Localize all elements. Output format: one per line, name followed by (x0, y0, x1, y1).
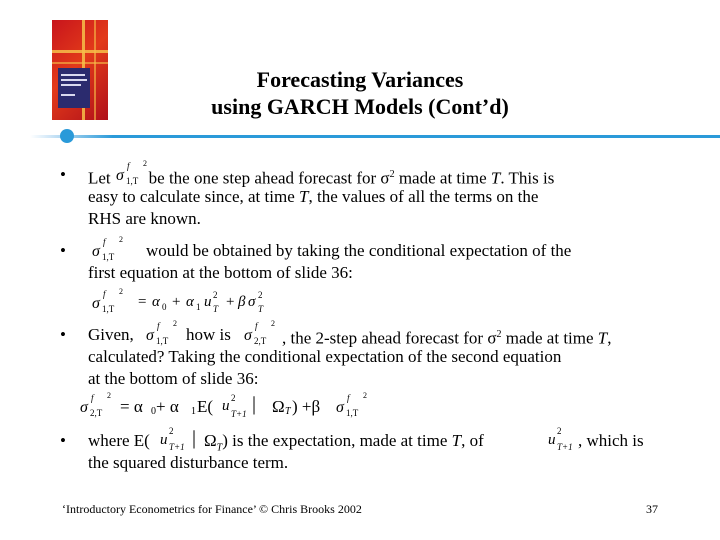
bullet-3-line-3: at the bottom of slide 36: (88, 369, 259, 388)
book-cover-image (52, 20, 108, 120)
bullet-3-how: how is (186, 325, 231, 344)
bullet-4-tail: , which is (578, 431, 644, 450)
u-squared-Tplus1-2: u 2 T+1 (548, 426, 573, 452)
garch-equation-2: σ f 2,T 2 = α 0 + α 1 E( u 2 T+1 | Ω T ) +β σ f 1,T 2 (80, 391, 367, 419)
divider-dot (60, 129, 74, 143)
bullet-2-line-1: would be obtained by taking the conditional expectation of the (146, 241, 572, 260)
title-line-1: Forecasting Variances (256, 67, 464, 92)
bullet-3-line-1: , the 2-step ahead forecast for $\sigma^2$ made at time T, (282, 328, 612, 348)
title-line-2: using GARCH Models (Cont’d) (211, 94, 509, 119)
bullet-1-marker: • (60, 165, 66, 184)
sigma-f-1T-squared-1: σ f 1,T 2 (116, 159, 147, 186)
sigma-f-2T-squared-1: σ f 2,T 2 (244, 319, 275, 346)
bullet-4-line-1: $\Omega_T$) is the expectation, made at time T, of (204, 431, 484, 454)
bullet-1-line-2: easy to calculate since, at time T, the values of all the terms on the (88, 187, 539, 206)
bullet-3-marker: • (60, 325, 66, 344)
garch-equation-1: σ f 1,T 2 = α 0 + α 1 u 2 T + β σ 2 T (92, 287, 264, 314)
slide-footer: ‘Introductory Econometrics for Finance’ © Chris Brooks 2002 (62, 502, 362, 516)
bullet-1-line-1: Let be the one step ahead forecast for $\sigma^2$ made at time T. This is (88, 168, 555, 188)
bullet-2-line-2: first equation at the bottom of slide 36: (88, 263, 353, 282)
sigma-f-1T-squared-2: σ f 1,T 2 (92, 235, 123, 262)
slide-title (150, 66, 570, 120)
bullet-4-marker: • (60, 431, 66, 450)
bullet-3-line-2: calculated? Taking the conditional expectation of the second equation (88, 347, 562, 366)
bullet-3-given: Given, (88, 325, 134, 344)
u-squared-Tplus1-1: u 2 T+1 | (160, 426, 197, 452)
bullet-1-line-3: RHS are known. (88, 209, 201, 228)
bullet-4-line-2: the squared disturbance term. (88, 453, 289, 472)
bullet-2-marker: • (60, 241, 66, 260)
sigma-f-1T-squared-3: σ f 1,T 2 (146, 319, 177, 346)
page-number: 37 (646, 502, 658, 516)
bullet-4-where: where E( (88, 431, 150, 450)
title-divider (30, 135, 720, 138)
